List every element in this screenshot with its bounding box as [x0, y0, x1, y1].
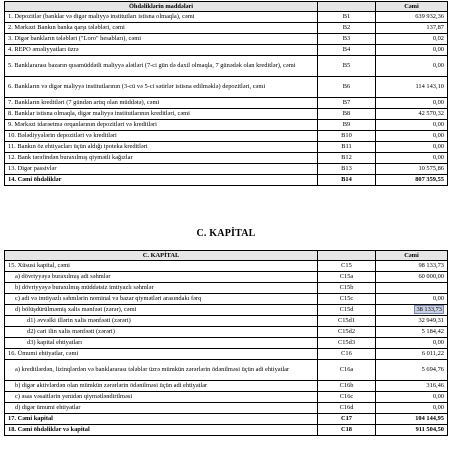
row-code: B9 — [318, 120, 376, 131]
table-row — [5, 261, 448, 272]
row-item: 2. Mərkəzi Bankın banka qarşı tələbləri, cəmi — [5, 23, 318, 34]
row-value: 911 504,50 — [376, 425, 448, 436]
table-row — [5, 34, 448, 45]
table-row — [5, 360, 448, 381]
row-value: 114 143,10 — [376, 77, 448, 98]
row-item: 5. Banklararası bazarın qısamüddətli maliyyə alətləri (7-ci gün də daxil olmaqla, 7 günədək olan kreditlər), cəmi — [5, 56, 318, 77]
row-item: d3) kapital ehtiyatları — [5, 338, 318, 349]
capital-table — [4, 250, 448, 436]
selected-value[interactable]: 38 133,73 — [416, 306, 442, 314]
table-row — [5, 12, 448, 23]
row-value: 10 575,86 — [376, 164, 448, 175]
row-value: 104 144,95 — [376, 414, 448, 425]
header-code — [318, 2, 376, 12]
row-item: c) adi və imtiyazlı səhmlərin nominal və bazar qiymətləri arasındakı fərq — [5, 294, 318, 305]
table-row — [5, 77, 448, 98]
row-value: 0,00 — [376, 131, 448, 142]
row-value: 0,00 — [376, 338, 448, 349]
row-code: B1 — [318, 12, 376, 23]
row-code: C15c — [318, 294, 376, 305]
row-item: d1) əvvəlki illərin xalis mənfəəti (zərəri) — [5, 316, 318, 327]
table-row — [5, 381, 448, 392]
header-code — [318, 251, 376, 261]
row-code: C15d3 — [318, 338, 376, 349]
table-row — [5, 164, 448, 175]
section-title: C. KAPİTAL — [196, 228, 256, 239]
row-code: C15d2 — [318, 327, 376, 338]
row-item: 4. REPO əməliyyatları üzrə — [5, 45, 318, 56]
table-row — [5, 403, 448, 414]
table-row — [5, 23, 448, 34]
row-code: B2 — [318, 23, 376, 34]
total-row — [5, 175, 448, 186]
row-item: 14. Cəmi öhdəliklər — [5, 175, 318, 186]
row-code: C16d — [318, 403, 376, 414]
header-item: C. KAPİTAL — [5, 251, 318, 261]
row-code: B7 — [318, 98, 376, 109]
row-item: 1. Depozitlər (banklar və digər maliyyə institutları istisna olmaqla), cəmi — [5, 12, 318, 23]
capital-header-row — [5, 251, 448, 261]
row-code: B14 — [318, 175, 376, 186]
table-row — [5, 349, 448, 360]
row-value: 137,87 — [376, 23, 448, 34]
row-item: 9. Mərkəzi idarəetmə orqanlarının depozitləri və kreditləri — [5, 120, 318, 131]
row-code: C17 — [318, 414, 376, 425]
row-item: 3. Digər bankların tələbləri ("Loro" hesabları), cəmi — [5, 34, 318, 45]
row-value: 0,00 — [376, 294, 448, 305]
row-value-cell[interactable] — [376, 305, 448, 316]
table-row — [5, 98, 448, 109]
row-value: 5 694,76 — [376, 360, 448, 381]
row-value: 0,02 — [376, 34, 448, 45]
row-code: B5 — [318, 56, 376, 77]
row-code: B12 — [318, 153, 376, 164]
row-code: B4 — [318, 45, 376, 56]
row-item: 10. Bələdiyyələrin depozitləri və kreditləri — [5, 131, 318, 142]
table-row — [5, 305, 448, 316]
liabilities-header-row — [5, 2, 448, 12]
row-item: d) digər ümumi ehtiyatlar — [5, 403, 318, 414]
row-value: 42 570,32 — [376, 109, 448, 120]
row-value: 0,00 — [376, 56, 448, 77]
row-item: b) digər aktivlərdən olan mümkün zərərlərin ödənilməsi üçün adi ehtiyatlar — [5, 381, 318, 392]
row-item: a) kreditlərdən, lizinqlərdən və banklararası tələblər üzrə mümkün zərərlərin ödənilməsi üçün adi ehtiyatlar — [5, 360, 318, 381]
header-total: Cəmi — [376, 251, 448, 261]
row-value: 639 932,36 — [376, 12, 448, 23]
table-row — [5, 294, 448, 305]
table-row — [5, 153, 448, 164]
table-row — [5, 142, 448, 153]
row-code: C16b — [318, 381, 376, 392]
table-row — [5, 56, 448, 77]
table-row — [5, 109, 448, 120]
row-code: C15a — [318, 272, 376, 283]
row-code: B8 — [318, 109, 376, 120]
row-item: 15. Xüsusi kapital, cəmi — [5, 261, 318, 272]
row-code: C15d1 — [318, 316, 376, 327]
row-code: C18 — [318, 425, 376, 436]
grand-total-row — [5, 425, 448, 436]
row-code: B10 — [318, 131, 376, 142]
row-code: C15 — [318, 261, 376, 272]
total-row — [5, 414, 448, 425]
table-row — [5, 272, 448, 283]
row-item: d2) cari ilin xalis mənfəəti (zərəri) — [5, 327, 318, 338]
row-item: 13. Digər passivlər — [5, 164, 318, 175]
row-item: 7. Bankların kreditləri (7 gündən artıq olan müddətə), cəmi — [5, 98, 318, 109]
row-value: 0,00 — [376, 153, 448, 164]
row-value: 0,00 — [376, 45, 448, 56]
row-item: 17. Cəmi kapital — [5, 414, 318, 425]
row-value: 98 133,73 — [376, 261, 448, 272]
table-row — [5, 338, 448, 349]
table-row — [5, 120, 448, 131]
table-row — [5, 131, 448, 142]
row-item: d) bölüşdürülməmiş xalis mənfəət (zərər), cəmi — [5, 305, 318, 316]
table-row — [5, 392, 448, 403]
row-value: 60 000,00 — [376, 272, 448, 283]
row-item: 11. Bankın öz ehtiyacları üçün aldığı ipoteka kreditləri — [5, 142, 318, 153]
row-value: 0,00 — [376, 142, 448, 153]
row-code: C16c — [318, 392, 376, 403]
row-value — [376, 283, 448, 294]
row-item: 18. Cəmi öhdəliklər və kapital — [5, 425, 318, 436]
row-item: a) dövriyyəyə buraxılmış adi səhmlər — [5, 272, 318, 283]
row-item: b) dövriyyəyə buraxılmış müddətsiz imtiyazlı səhmlər — [5, 283, 318, 294]
row-code: B3 — [318, 34, 376, 45]
row-value: 0,00 — [376, 392, 448, 403]
row-code: C15b — [318, 283, 376, 294]
header-total: Cəmi — [376, 2, 448, 12]
row-value: 5 184,42 — [376, 327, 448, 338]
row-code: C15d — [318, 305, 376, 316]
table-row — [5, 283, 448, 294]
row-value: 0,00 — [376, 120, 448, 131]
row-item: 6. Bankların və digər maliyyə institutlarının (3-cü və 5-ci sətirlər istisna edilməklə) depozitləri, cəmi — [5, 77, 318, 98]
row-code: C16 — [318, 349, 376, 360]
header-item: Öhdəliklərin maddələri — [5, 2, 318, 12]
table-row — [5, 45, 448, 56]
row-value: 32 949,31 — [376, 316, 448, 327]
table-row — [5, 327, 448, 338]
row-code: C16a — [318, 360, 376, 381]
row-value: 316,46 — [376, 381, 448, 392]
liabilities-table — [4, 1, 448, 186]
row-value: 0,00 — [376, 98, 448, 109]
row-item: c) əsas vəsaitlərin yenidən qiymətləndirilməsi — [5, 392, 318, 403]
row-item: 8. Banklar istisna olmaqla, digər maliyyə institutlarının kreditləri, cəmi — [5, 109, 318, 120]
row-code: B13 — [318, 164, 376, 175]
row-value: 6 011,22 — [376, 349, 448, 360]
row-item: 16. Ümumi ehtiyatlar, cəmi — [5, 349, 318, 360]
row-code: B6 — [318, 77, 376, 98]
row-code: B11 — [318, 142, 376, 153]
row-item: 12. Bank tərəfindən buraxılmış qiymətli kağızlar — [5, 153, 318, 164]
table-row — [5, 316, 448, 327]
row-value: 0,00 — [376, 403, 448, 414]
row-value: 807 359,55 — [376, 175, 448, 186]
